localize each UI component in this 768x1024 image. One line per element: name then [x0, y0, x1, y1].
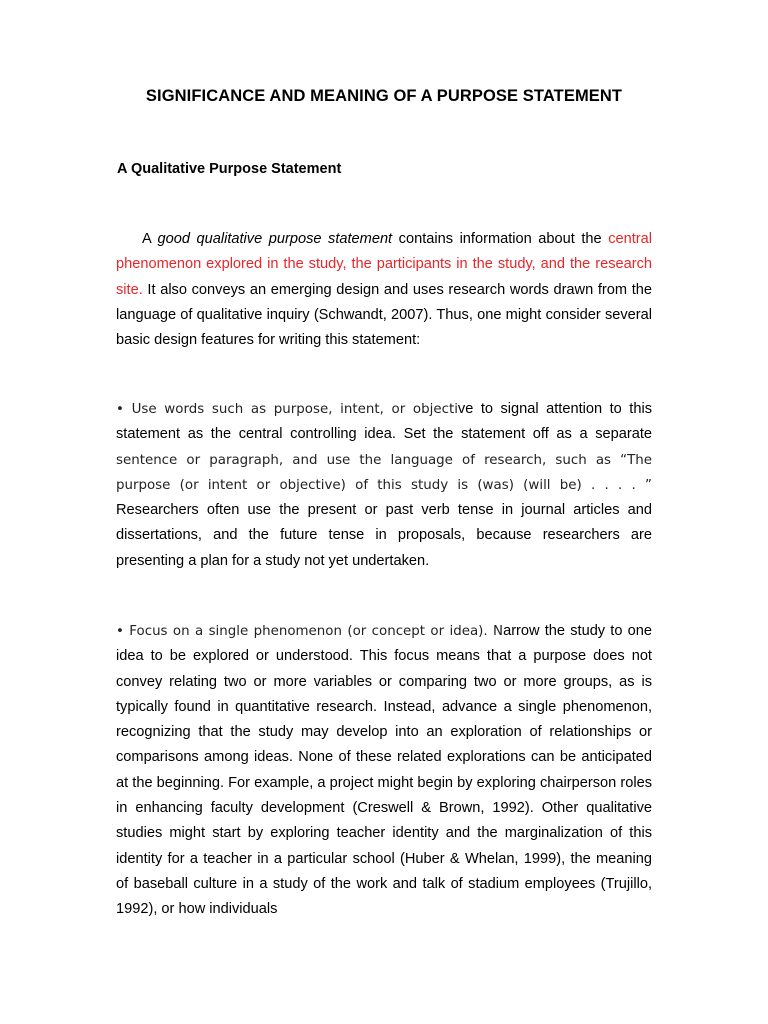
- bullet-paragraph-focus: [116, 619, 652, 923]
- bullet2-text-a: arrow the study to one idea to be explored or understood. This focus means that a purpose does not convey relating two or more variables or comparing two or more groups, as is typically found in quantitative research. Instead, advance a single phenomenon, recognizing that the study may develop into an exploration of relationships or comparisons among ideas. None of these related explorations can be anticipated at the beginning. For example, a project might begin by exploring chairperson roles in enhancing faculty development (Creswell & Brown, 1992). Other qualitative studies might start by exploring teacher identity and the marginalization of this identity for a teacher in a particular school (Huber & Whelan, 1999), the meaning of baseball culture in a study of the work and talk of stadium employees (Trujillo, 1992), or how individuals: [116, 623, 652, 918]
- intro-paragraph: [116, 227, 652, 353]
- page-title: SIGNIFICANCE AND MEANING OF A PURPOSE STATEMENT: [145, 87, 623, 105]
- section-heading: A Qualitative Purpose Statement: [117, 161, 342, 177]
- bullet1-text-a: ve to signal attention to this statement as the central controlling idea. Set the statement off as a separate: [116, 401, 652, 443]
- intro-rest: It also conveys an emerging design and uses research words drawn from the language of qualitative inquiry (Schwandt, 2007). Thus, one might consider several basic design features for writing this statement:: [116, 281, 652, 349]
- bullet1-alt-text-b: sentence or paragraph, and use the language of research, such as “The purpose (or intent or objective) of this study is (was) (will be) . . . . ”: [116, 452, 652, 493]
- bullet1-text-b: Researchers often use the present or past verb tense in journal articles and dissertations, and the future tense in proposals, because researchers are presenting a plan for a study not yet undertaken.: [116, 502, 652, 569]
- intro-lead: A: [142, 231, 158, 247]
- bullet2-alt-text-a: • Focus on a single phenomenon (or concept or idea). N: [116, 624, 504, 639]
- intro-italic-term: good qualitative purpose statement: [157, 231, 393, 247]
- bullet1-alt-text-a: • Use words such as purpose, intent, or objecti: [116, 402, 458, 417]
- bullet-paragraph-words: [116, 397, 652, 574]
- intro-highlighted-text: central phenomenon explored in the study, the participants in the study, and the research site.: [116, 231, 653, 298]
- intro-after-italic: contains information about the: [392, 231, 609, 247]
